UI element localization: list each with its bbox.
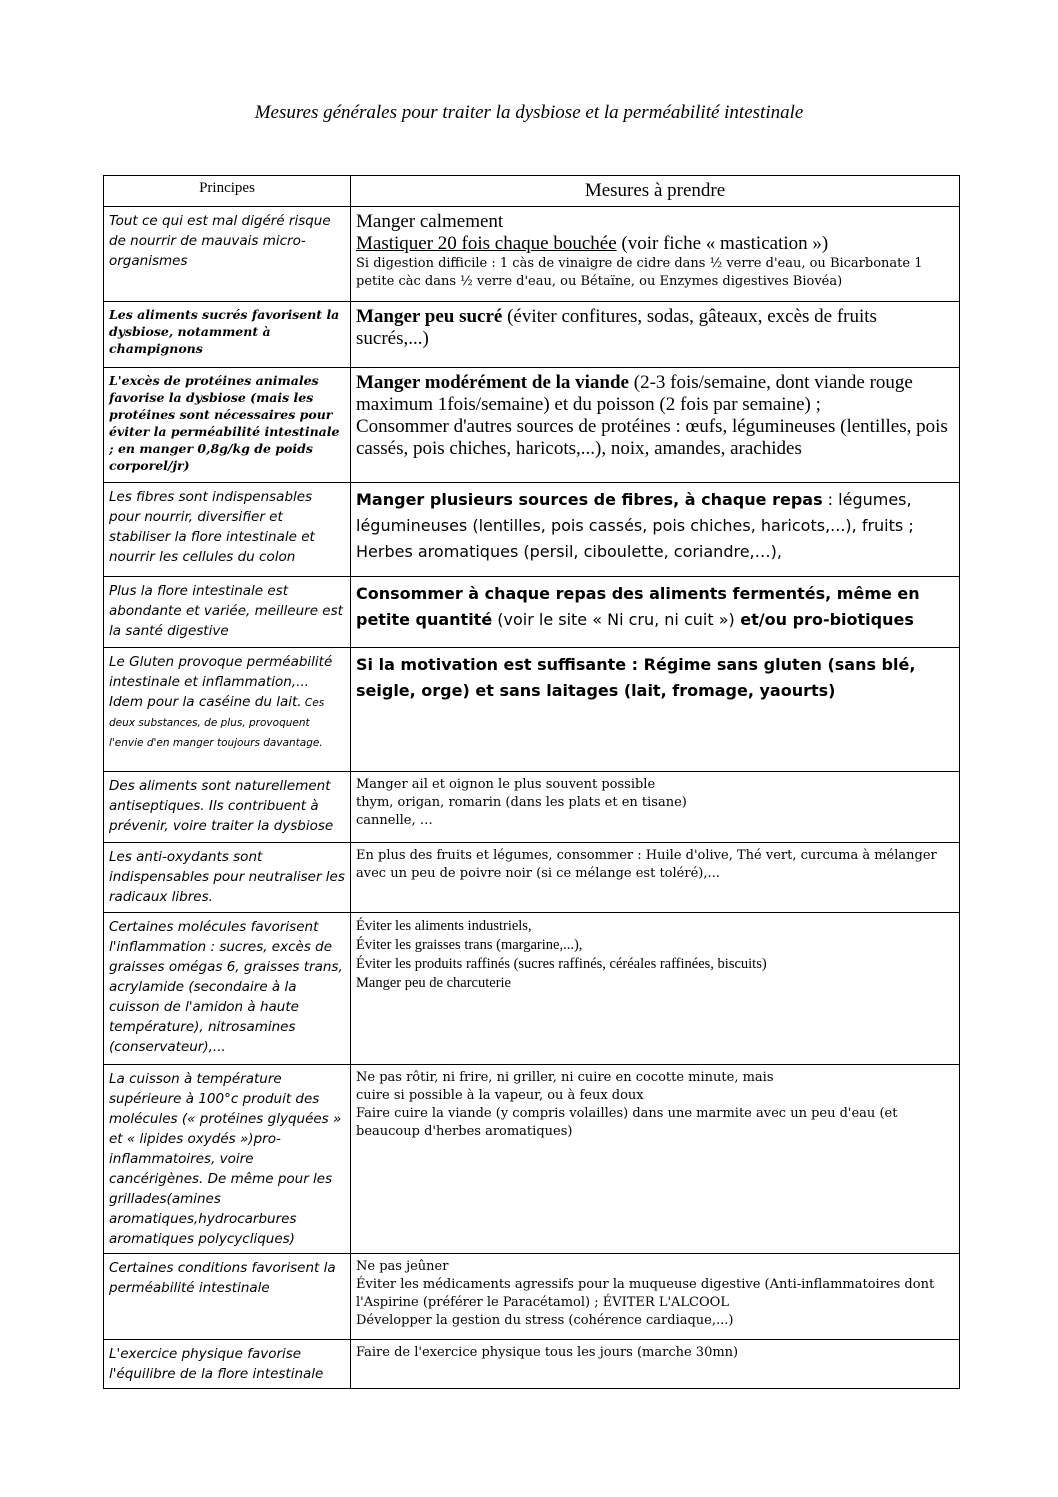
- measure-cell: [351, 1254, 960, 1340]
- table-row: [104, 207, 960, 302]
- table-row: [104, 843, 960, 913]
- measure-underlined: Mastiquer 20 fois chaque bouchée: [356, 233, 617, 254]
- measure-line: Développer la gestion du stress (cohérence cardiaque,...): [356, 1313, 734, 1328]
- measure-line: Ne pas jeûner: [356, 1259, 449, 1274]
- principle-cell: Les aliments sucrés favorisent la dysbiose, notamment à champignons: [104, 302, 351, 368]
- table-row: [104, 302, 960, 368]
- principle-cell: Les fibres sont indispensables pour nourrir, diversifier et stabiliser la flore intestinale et nourrir les cellules du colon: [104, 483, 351, 577]
- measure-text: (voir le site « Ni cru, ni cuit »): [492, 610, 735, 629]
- table-row: [104, 483, 960, 577]
- measure-cell: En plus des fruits et légumes, consommer : Huile d'olive, Thé vert, curcuma à mélanger avec un peu de poivre noir (si ce mélange est toléré),...: [351, 843, 960, 913]
- measure-bold: Manger modérément de la viande: [356, 372, 629, 393]
- principle-cell: La cuisson à température supérieure à 100°c produit des molécules (« protéines glyquées » et « lipides oxydés »)pro-inflammatoires, voire cancérigènes. De même pour les grillades(amines aromatiques,hydrocarbures aromatiques polycycliques): [104, 1065, 351, 1254]
- principle-cell: L'exercice physique favorise l'équilibre de la flore intestinale: [104, 1340, 351, 1389]
- measure-cell: [351, 483, 960, 577]
- measure-cell: [351, 207, 960, 302]
- measure-line: Consommer d'autres sources de protéines : œufs, légumineuses (lentilles, pois cassés, pois chiches, haricots,...), noix, amandes, arachides: [356, 416, 948, 459]
- measure-bold: Manger peu sucré: [356, 306, 503, 327]
- measure-line: Manger ail et oignon le plus souvent possible: [356, 777, 656, 792]
- measure-text: (2-3 fois/semaine, dont viande rouge maximum 1fois/semaine) et du poisson (2 fois par semaine) ;: [356, 372, 913, 415]
- principle-cell: Les anti-oxydants sont indispensables pour neutraliser les radicaux libres.: [104, 843, 351, 913]
- measure-line: Éviter les médicaments agressifs pour la muqueuse digestive (Anti-inflammatoires dont l'Aspirine (préférer le Paracétamol) ; ÉVITER L'ALCOOL: [356, 1277, 935, 1310]
- measure-cell: Si la motivation est suffisante : Régime sans gluten (sans blé, seigle, orge) et sans laitages (lait, fromage, yaourts): [351, 648, 960, 772]
- measure-text: : légumes, légumineuses (lentilles, pois cassés, pois chiches, haricots,...), fruits ; Herbes aromatiques (persil, ciboulette, coriandre,…),: [356, 490, 914, 561]
- measure-line: cannelle, …: [356, 813, 433, 828]
- measure-text: (voir fiche « mastication »): [616, 233, 829, 254]
- page-title: Mesures générales pour traiter la dysbiose et la perméabilité intestinale: [254, 102, 804, 123]
- table-row: [104, 577, 960, 648]
- measure-text: (éviter confitures, sodas, gâteaux, excès de fruits sucrés,...): [356, 306, 877, 349]
- measure-line: Si digestion difficile : 1 càs de vinaigre de cidre dans ½ verre d'eau, ou Bicarbonate 1 petite càc dans ½ verre d'eau, ou Bétaïne, ou Enzymes digestives Biovéa): [356, 256, 923, 289]
- measure-line: thym, origan, romarin (dans les plats et en tisane): [356, 795, 687, 810]
- table-row: [104, 1340, 960, 1389]
- measure-line: cuire si possible à la vapeur, ou à feux doux: [356, 1088, 644, 1103]
- header-measures: Mesures à prendre: [351, 176, 960, 207]
- measure-line: [356, 233, 954, 255]
- measure-cell: [351, 913, 960, 1065]
- measure-cell: Faire de l'exercice physique tous les jours (marche 30mn): [351, 1340, 960, 1389]
- measure-bold: et/ou pro-biotiques: [734, 610, 914, 629]
- principle-small-text: Ces deux substances, de plus, provoquent l'envie d'en manger toujours davantage.: [109, 697, 325, 749]
- measure-bold: Manger plusieurs sources de fibres, à chaque repas: [356, 490, 823, 509]
- measure-bold: Consommer à chaque repas des aliments fermentés, même en petite quantité: [356, 584, 920, 629]
- table-row: [104, 1254, 960, 1340]
- measure-line: Ne pas rôtir, ni frire, ni griller, ni cuire en cocotte minute, mais: [356, 1070, 774, 1085]
- measure-cell: [351, 772, 960, 843]
- principle-cell: L'excès de protéines animales favorise la dysbiose (mais les protéines sont nécessaires pour éviter la perméabilité intestinale ; en manger 0,8g/kg de poids corporel/jr): [104, 368, 351, 483]
- measure-line: [356, 372, 954, 416]
- measure-cell: [351, 577, 960, 648]
- measure-cell: [351, 1065, 960, 1254]
- measure-line: Manger calmement: [356, 211, 504, 232]
- table-row: [104, 648, 960, 772]
- table-row: [104, 772, 960, 843]
- principle-cell: Certaines molécules favorisent l'inflammation : sucres, excès de graisses omégas 6, graisses trans, acrylamide (secondaire à la cuisson de l'amidon à haute température), nitrosamines (conservateur),...: [104, 913, 351, 1065]
- measures-table: [103, 175, 960, 1389]
- principle-cell: Tout ce qui est mal digéré risque de nourrir de mauvais micro-organismes: [104, 207, 351, 302]
- measure-line: Éviter les produits raffinés (sucres raffinés, céréales raffinées, biscuits): [356, 956, 767, 972]
- measure-line: Éviter les aliments industriels,: [356, 918, 532, 934]
- table-row: [104, 913, 960, 1065]
- measure-line: Faire cuire la viande (y compris volailles) dans une marmite avec un peu d'eau (et beaucoup d'herbes aromatiques): [356, 1106, 898, 1139]
- table-row: [104, 368, 960, 483]
- principle-cell: Plus la flore intestinale est abondante et variée, meilleure est la santé digestive: [104, 577, 351, 648]
- measure-cell: [351, 302, 960, 368]
- principle-text: Le Gluten provoque perméabilité intestinale et inflammation,... Idem pour la caséine du lait.: [109, 654, 333, 710]
- principle-cell: Certaines conditions favorisent la perméabilité intestinale: [104, 1254, 351, 1340]
- measure-line: Éviter les graisses trans (margarine,...),: [356, 937, 583, 953]
- principle-cell: [104, 648, 351, 772]
- header-principles: Principes: [104, 176, 351, 207]
- measure-line: Manger peu de charcuterie: [356, 975, 511, 991]
- measure-cell: [351, 368, 960, 483]
- principle-cell: Des aliments sont naturellement antiseptiques. Ils contribuent à prévenir, voire traiter la dysbiose: [104, 772, 351, 843]
- table-row: [104, 1065, 960, 1254]
